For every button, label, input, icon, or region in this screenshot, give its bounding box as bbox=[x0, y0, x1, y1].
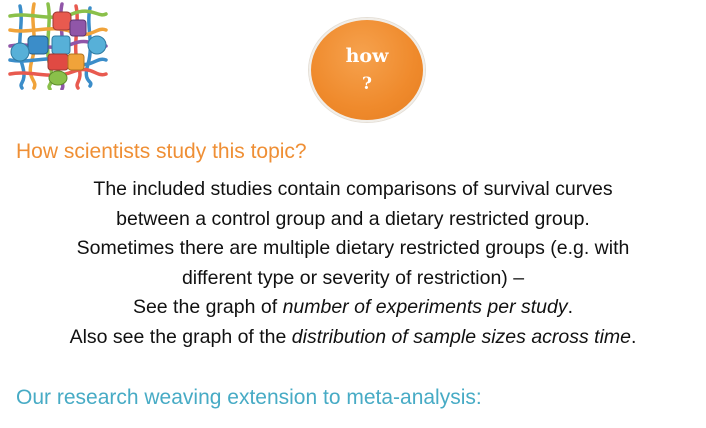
body-line-6-pre: Also see the graph of the bbox=[69, 325, 292, 348]
how-bubble bbox=[309, 18, 425, 122]
section-heading: How scientists study this topic? bbox=[16, 140, 307, 163]
body-line-1: The included studies contain comparisons of survival curves bbox=[93, 178, 613, 200]
bubble-word: how bbox=[345, 45, 389, 68]
body-line-4: different type or severity of restriction) – bbox=[181, 266, 525, 289]
body-line-6-post: . bbox=[631, 325, 637, 348]
footer-heading: Our research weaving extension to meta-analysis: bbox=[16, 386, 482, 409]
experiments-per-study-link-text: number of experiments per study bbox=[282, 296, 568, 318]
body-line-3: Sometimes there are multiple dietary restricted groups (e.g. with bbox=[76, 237, 630, 259]
bubble-question-mark: ? bbox=[362, 74, 372, 95]
woven-grid-logo-icon bbox=[8, 2, 110, 90]
body-line-5-post: . bbox=[567, 296, 574, 318]
body-line-2: between a control group and a dietary restricted group. bbox=[116, 207, 590, 230]
body-line-5-pre: See the graph of bbox=[132, 296, 283, 318]
body-line-6 bbox=[20, 323, 686, 353]
body-line-5 bbox=[20, 293, 686, 323]
sample-sizes-link-text: distribution of sample sizes across time bbox=[291, 325, 632, 348]
body-paragraph bbox=[20, 175, 686, 352]
